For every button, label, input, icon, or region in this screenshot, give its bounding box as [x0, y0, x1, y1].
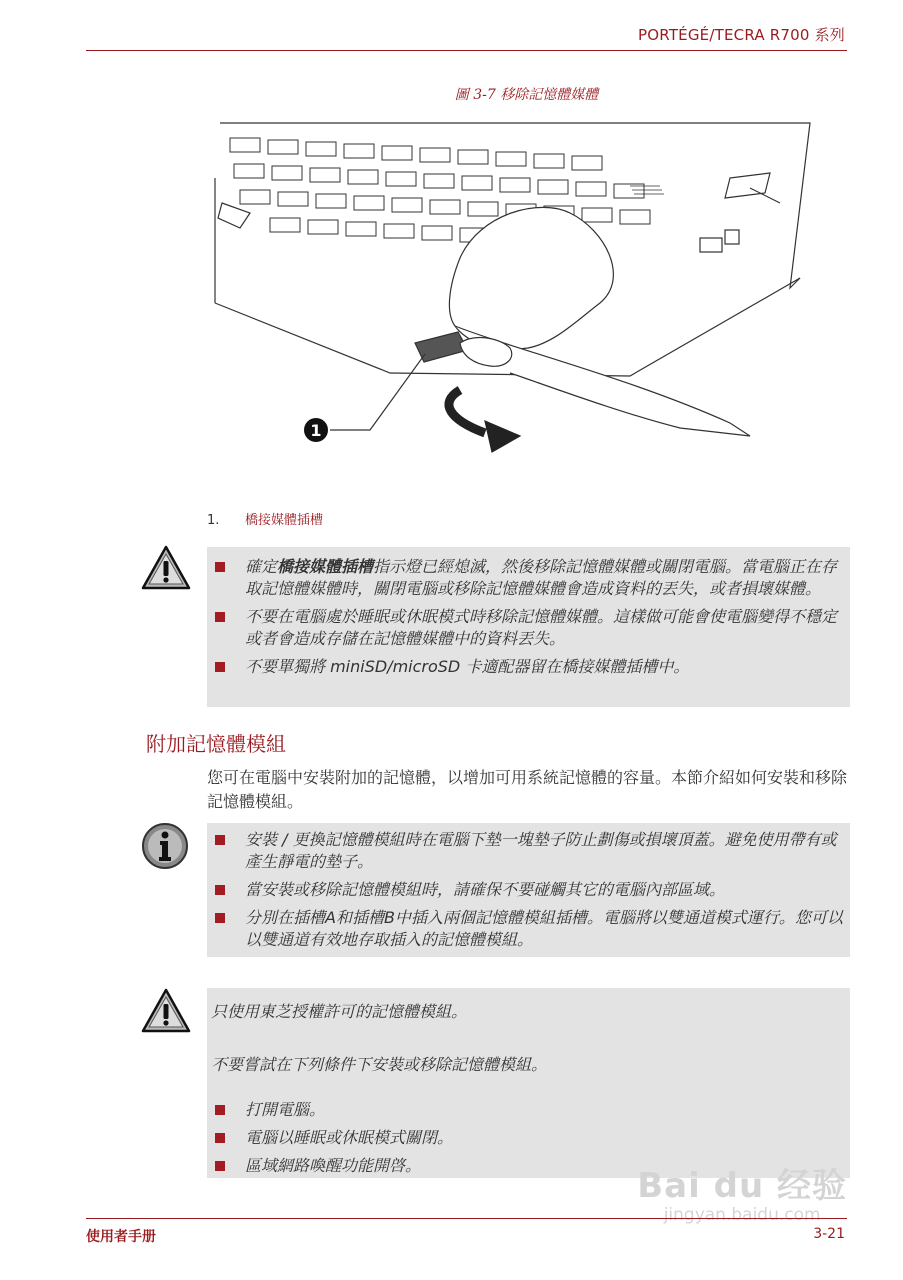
callout-leader [330, 354, 425, 430]
callout-number: 1 [310, 421, 322, 440]
list-item: 不要單獨將 miniSD/microSD 卡適配器留在橋接媒體插槽中。 [211, 656, 850, 678]
bullet-square [215, 662, 225, 672]
warning-paragraph-2: 不要嘗試在下列條件下安裝或移除記憶體模組。 [211, 1055, 548, 1074]
removal-arrow [449, 390, 485, 433]
watermark-main: Bai du 经验 [637, 1166, 847, 1206]
warning-box-memory [207, 988, 850, 1178]
warning-icon [141, 988, 191, 1034]
legend-number: 1. [207, 513, 220, 528]
bullet-square [215, 913, 225, 923]
baidu-watermark [637, 1158, 847, 1225]
figure-legend [207, 509, 323, 528]
section-heading: 附加記憶體模組 [146, 732, 286, 756]
list-item: 區域網路喚醒功能開啓。 [211, 1155, 850, 1177]
list-item: 安裝 / 更換記憶體模組時在電腦下墊一塊墊子防止劃傷或損壞頂蓋。避免使用帶有或產生靜電的墊子。 [211, 829, 850, 873]
header-title: PORTÉGÉ/TECRA R700 系列 [638, 26, 845, 44]
arrow-head [485, 421, 520, 452]
header-rule [86, 50, 847, 51]
bullet-square [215, 1161, 225, 1171]
section-intro: 您可在電腦中安裝附加的記憶體，以增加可用系統記憶體的容量。本節介紹如何安裝和移除記憶體模組。 [207, 768, 848, 811]
footer-manual-title: 使用者手册 [86, 1229, 156, 1245]
bullet-square [215, 1133, 225, 1143]
usb-port [700, 238, 722, 252]
warning-box-media [207, 547, 850, 707]
list-item: 分別在插槽A和插槽B中插入兩個記憶體模組插槽。電腦將以雙通道模式運行。您可以以雙通道有效地存取插入的記憶體模組。 [211, 907, 850, 951]
list-item: 確定橋接媒體插槽指示燈已經熄滅，然後移除記憶體媒體或關閉電腦。當電腦正在存取記憶體媒體時，關閉電腦或移除記憶體媒體會造成資料的丟失，或者損壞媒體。 [211, 556, 850, 600]
bullet-square [215, 1105, 225, 1115]
list-item: 當安裝或移除記憶體模組時，請確保不要碰觸其它的電腦內部區域。 [211, 879, 850, 901]
bridge-slot-emphasis: 橋接媒體插槽 [277, 557, 374, 576]
bullet-square [215, 612, 225, 622]
screen-edge [770, 123, 810, 288]
speaker-grille [630, 186, 664, 194]
warning-paragraph-1: 只使用東芝授權許可的記憶體模組。 [211, 1002, 468, 1021]
bullet-square [215, 885, 225, 895]
figure-caption: 圖 3-7 移除記憶體媒體 [454, 87, 599, 103]
info-box-memory [207, 823, 850, 957]
list-item: 打開電腦。 [211, 1099, 850, 1121]
bullet-square [215, 562, 225, 572]
touchpad-edge [218, 203, 250, 228]
legend-label: 橋接媒體插槽 [245, 513, 324, 528]
hand [449, 207, 613, 349]
list-item: 電腦以睡眠或休眠模式關閉。 [211, 1127, 850, 1149]
list-item: 不要在電腦處於睡眠或休眠模式時移除記憶體媒體。這樣做可能會使電腦變得不穩定或者會造成存儲在記憶體媒體中的資料丟失。 [211, 606, 850, 650]
info-icon [141, 822, 189, 870]
watermark-url: jingyan.baidu.com [663, 1205, 821, 1225]
footer-rule [86, 1218, 847, 1219]
bullet-square [215, 835, 225, 845]
lan-port [725, 230, 739, 244]
memory-media-removal-illustration [210, 118, 820, 468]
page-number: 3-21 [813, 1226, 845, 1242]
warning-icon [141, 545, 191, 591]
